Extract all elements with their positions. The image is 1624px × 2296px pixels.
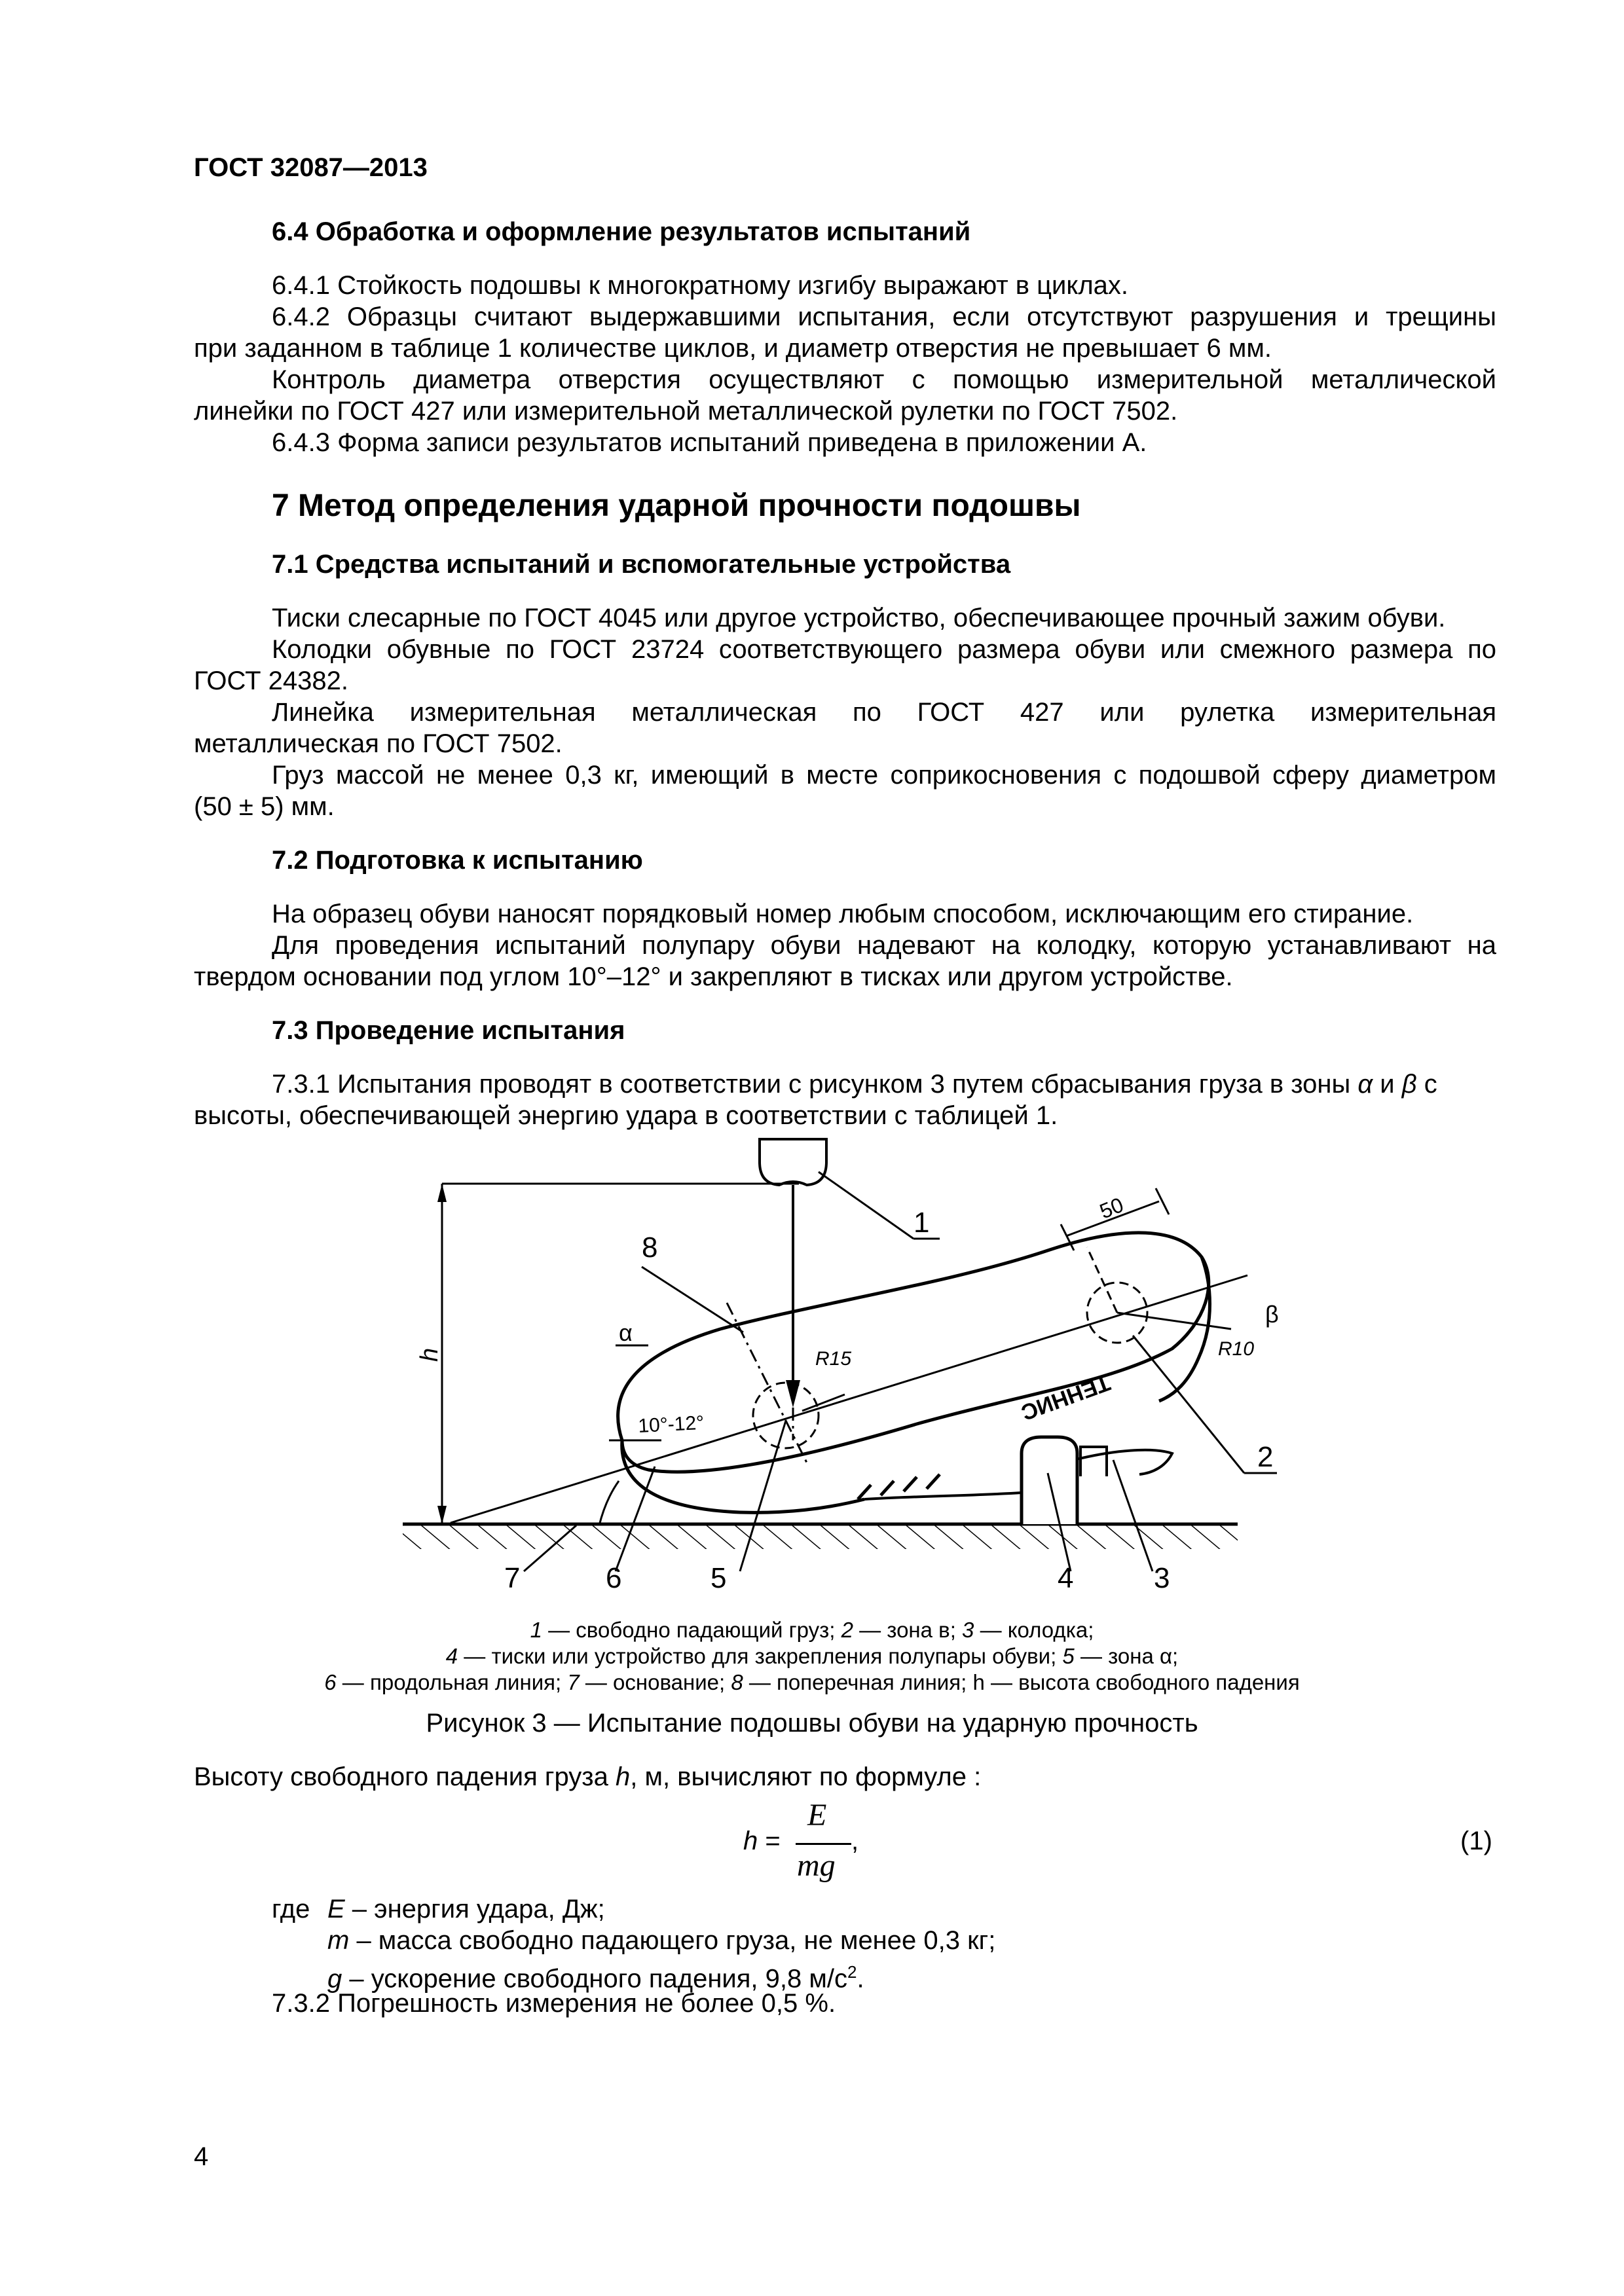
section-7-heading: 7 Метод определения ударной прочности подошвы (272, 488, 1081, 523)
para-7-1-4-line2: (50 ± 5) мм. (194, 792, 335, 821)
height-arrow-top (437, 1184, 447, 1202)
leader-3 (1113, 1460, 1153, 1571)
beta-leader (1117, 1313, 1231, 1329)
label-dim-50: 50 (1096, 1192, 1127, 1224)
figure-legend-line3: 6 — продольная линия; 7 — основание; 8 — поперечная линия; h — высота свободного падения (324, 1670, 1300, 1694)
sole-side (622, 1440, 864, 1512)
para-7-3-1-line2: высоты, обеспечивающей энергию удара в соответствии с таблицей 1. (194, 1101, 1058, 1130)
para-7-2-2-line1: Для проведения испытаний полупару обуви надевают на колодку, которую устанавливают на (272, 931, 1496, 960)
where-label: где (272, 1895, 310, 1923)
label-h: h (416, 1347, 443, 1362)
label-alpha: α (619, 1319, 633, 1346)
formula-denominator: mg (797, 1848, 836, 1883)
label-r15: R15 (815, 1348, 852, 1370)
formula-comma: , (851, 1827, 859, 1855)
para-6-4-2-line1: 6.4.2 Образцы считают выдержавшими испытания, если отсутствуют разрушения и трещины (272, 302, 1496, 331)
label-5: 5 (710, 1562, 727, 1594)
label-2: 2 (1257, 1441, 1274, 1473)
heel-side (1159, 1257, 1210, 1401)
label-1: 1 (913, 1207, 930, 1239)
para-7-1-2-line2: ГОСТ 24382. (194, 666, 348, 695)
zone-alpha-circle (753, 1383, 819, 1448)
para-6-4-3: 6.4.3 Форма записи результатов испытаний приведена в приложении А. (272, 428, 1147, 457)
formula-number: (1) (1460, 1827, 1492, 1855)
para-7-1-2-line1: Колодки обувные по ГОСТ 23724 соответствующего размера обуви или смежного размера по (272, 635, 1496, 664)
page-number: 4 (194, 2142, 209, 2171)
document-code: ГОСТ 32087—2013 (194, 153, 428, 182)
para-7-3-1-line1: 7.3.1 Испытания проводят в соответствии с рисунком 3 путем сбрасывания груза в зоны α и β с (272, 1070, 1437, 1099)
label-r10: R10 (1218, 1338, 1255, 1360)
last-block (1080, 1447, 1107, 1476)
leader-1 (819, 1172, 913, 1239)
para-7-1-1: Тиски слесарные по ГОСТ 4045 или другое устройство, обеспечивающее прочный зажим обуви. (272, 604, 1446, 632)
para-6-4-2-line3: Контроль диаметра отверстия осуществляют с помощью измерительной металлической (272, 365, 1496, 394)
last-heel (1074, 1450, 1172, 1474)
def-E: E – энергия удара, Дж; (327, 1895, 605, 1923)
para-7-3-2: 7.3.2 Погрешность измерения не более 0,5 %. (272, 1989, 836, 2018)
para-7-2-1: На образец обуви наносят порядковый номер любым способом, исключающим его стирание. (272, 900, 1414, 928)
section-6-4-heading: 6.4 Обработка и оформление результатов испытаний (272, 217, 971, 246)
para-7-1-3-line2: металлическая по ГОСТ 7502. (194, 729, 563, 758)
longitudinal-line (451, 1275, 1247, 1523)
leader-8 (642, 1267, 743, 1332)
para-7-2-2-line2: твердом основании под углом 10°–12° и закрепляют в тисках или другом устройстве. (194, 962, 1233, 991)
heel-transverse (1087, 1247, 1117, 1313)
figure-legend-line1: 1 — свободно падающий груз; 2 — зона в; 3 — колодка; (530, 1618, 1094, 1642)
label-4: 4 (1058, 1562, 1074, 1594)
label-beta: β (1265, 1301, 1279, 1328)
angle-arc (599, 1481, 619, 1525)
para-6-4-1: 6.4.1 Стойкость подошвы к многократному изгибу выражают в циклах. (272, 271, 1129, 300)
label-7: 7 (504, 1562, 521, 1594)
label-angle: 10°-12° (637, 1412, 705, 1437)
beta-symbol: β (1401, 1070, 1417, 1099)
formula-fraction-bar (796, 1843, 851, 1845)
formula-lhs: h = (743, 1827, 781, 1855)
formula-intro: Высоту свободного падения груза h, м, вычисляют по формуле : (194, 1762, 982, 1791)
alpha-symbol: α (1357, 1070, 1373, 1099)
def-g: g – ускорение свободного падения, 9,8 $м/с^2$. (327, 1962, 864, 1994)
para-6-4-2-line4: линейки по ГОСТ 427 или измерительной металлической рулетки по ГОСТ 7502. (194, 397, 1178, 426)
def-m: m – масса свободно падающего груза, не менее 0,3 кг; (327, 1926, 996, 1955)
para-6-4-2-line2: при заданном в таблице 1 количестве циклов, и диаметр отверстия не превышает 6 мм. (194, 334, 1272, 363)
section-7-1-heading: 7.1 Средства испытаний и вспомогательные устройства (272, 550, 1011, 579)
section-7-2-heading: 7.2 Подготовка к испытанию (272, 846, 643, 875)
section-7-3-heading: 7.3 Проведение испытания (272, 1016, 625, 1045)
figure-legend-line2: 4 — тиски или устройство для закрепления полупары обуви; 5 — зона α; (445, 1644, 1179, 1668)
label-brand: ТЕННИС (1018, 1370, 1114, 1425)
label-3: 3 (1154, 1562, 1170, 1594)
falling-weight (760, 1139, 826, 1185)
height-arrow-bottom (437, 1506, 447, 1524)
para-7-1-3-line1: Линейка измерительная металлическая по ГОСТ 427 или рулетка измерительная (272, 698, 1496, 727)
label-8: 8 (642, 1231, 658, 1264)
para-7-1-4-line1: Груз массой не менее 0,3 кг, имеющий в месте соприкосновения с подошвой сферу диаметром (272, 761, 1496, 790)
formula-numerator: E (807, 1798, 827, 1832)
figure-caption: Рисунок 3 — Испытание подошвы обуви на ударную прочность (426, 1709, 1198, 1738)
sole-outline (618, 1233, 1209, 1472)
sole-tread (864, 1493, 1022, 1499)
label-6: 6 (606, 1562, 622, 1594)
ground-hatching (403, 1524, 1238, 1549)
figure-3-diagram (393, 1136, 1279, 1594)
